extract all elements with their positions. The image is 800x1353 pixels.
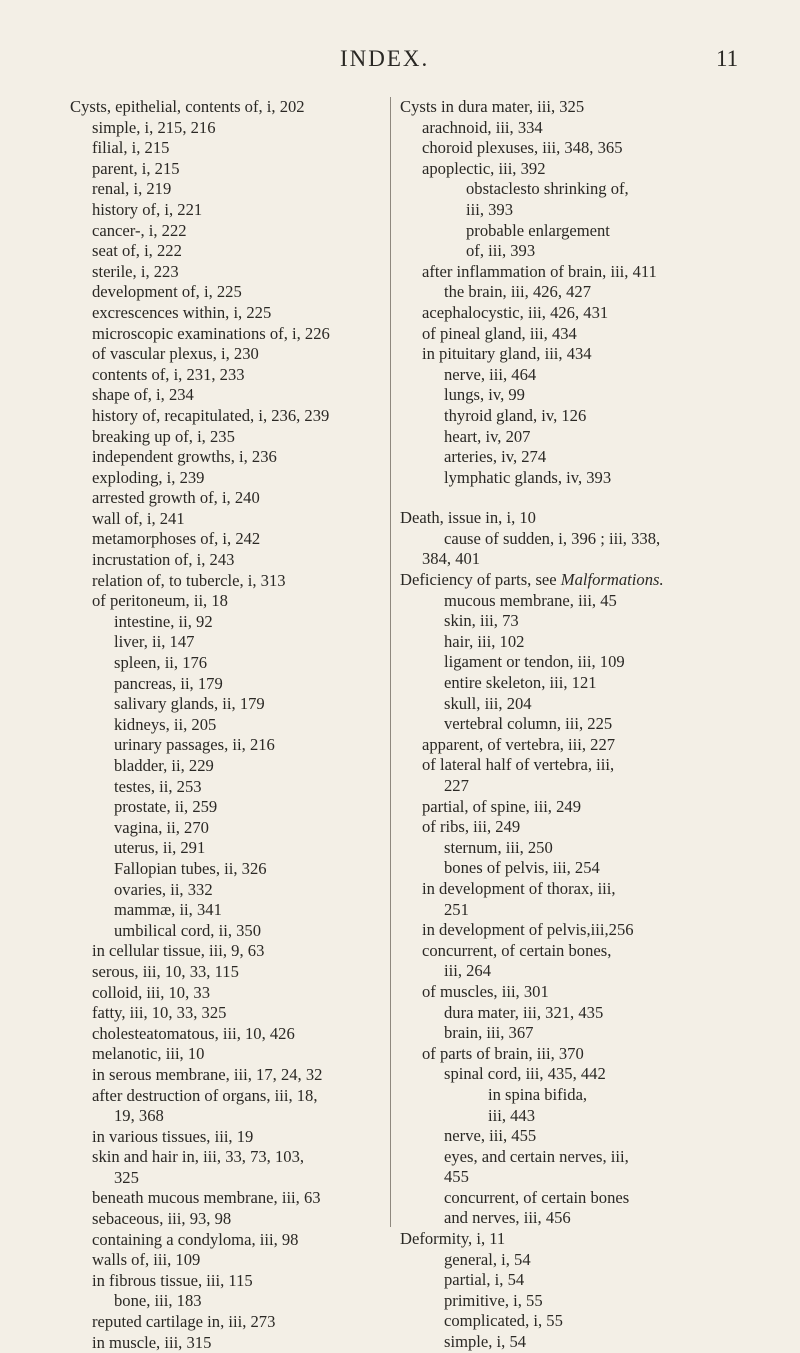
page-number: 11 [716,46,739,71]
index-subentry: beneath mucous membrane, iii, 63 [92,1188,321,1208]
index-subentry: of vascular plexus, i, 230 [92,344,259,364]
index-subentry: relation of, to tubercle, i, 313 [92,570,286,590]
index-subentry: exploding, i, 239 [92,467,205,487]
index-entry-heading: Cysts in dura mater, iii, 325 [400,97,585,116]
page-header [0,46,800,76]
index-subentry: kidneys, ii, 205 [114,714,217,734]
index-subentry: cancer-, i, 222 [92,220,187,240]
index-subentry: arrested growth of, i, 240 [92,488,260,508]
index-subentry: skull, iii, 204 [444,693,532,713]
index-subentry: spleen, ii, 176 [114,653,208,673]
index-subentry: iii, 443 [488,1105,536,1125]
index-subentry: of parts of brain, iii, 370 [422,1043,584,1063]
index-subentry: 19, 368 [114,1106,164,1126]
index-subentry: in pituitary gland, iii, 434 [422,344,592,364]
index-subentry: thyroid gland, iv, 126 [444,405,587,425]
index-subentry: ovaries, ii, 332 [114,879,213,899]
index-subentry: in serous membrane, iii, 17, 24, 32 [92,1064,323,1084]
index-subentry: sternum, iii, 250 [444,837,553,857]
index-subentry: brain, iii, 367 [444,1023,534,1043]
index-subentry: colloid, iii, 10, 33 [92,982,210,1002]
index-subentry: simple, i, 215, 216 [92,117,216,137]
index-subentry: lungs, iv, 99 [444,385,525,405]
index-entry-heading: Death, issue in, i, 10 [400,508,536,528]
right-index-column [400,97,730,1353]
index-subentry: concurrent, of certain bones, [422,940,612,960]
index-subentry: incrustation of, i, 243 [92,550,235,570]
index-subentry: 325 [114,1167,139,1187]
entry-spacer [400,488,730,508]
index-subentry: 227 [444,776,469,795]
index-subentry: microscopic examinations of, i, 226 [92,323,330,343]
index-subentry: after destruction of organs, iii, 18, [92,1085,318,1105]
index-subentry: 251 [444,899,469,919]
index-subentry: renal, i, 219 [92,179,172,199]
index-subentry: iii, 264 [444,961,492,981]
index-subentry: simple, i, 54 [444,1332,527,1352]
index-subentry: heart, iv, 207 [444,426,531,446]
index-subentry: shape of, i, 234 [92,385,194,405]
index-subentry: vertebral column, iii, 225 [444,714,613,734]
index-subentry: apoplectic, iii, 392 [422,158,546,178]
index-subentry: skin, iii, 73 [444,611,519,631]
index-subentry: filial, i, 215 [92,138,170,158]
index-subentry: excrescences within, i, 225 [92,302,272,322]
index-subentry: pancreas, ii, 179 [114,673,223,693]
column-divider [390,97,391,1227]
index-subentry: urinary passages, ii, 216 [114,735,275,755]
index-subentry: wall of, i, 241 [92,508,185,528]
index-subentry: development of, i, 225 [92,282,242,302]
index-subentry: uterus, ii, 291 [114,838,206,858]
index-subentry: apparent, of vertebra, iii, 227 [422,734,616,754]
index-subentry: obstaclesto shrinking of, [466,179,629,199]
index-subentry: dura mater, iii, 321, 435 [444,1002,604,1022]
index-subentry: ligament or tendon, iii, 109 [444,652,625,672]
index-subentry: bladder, ii, 229 [114,756,214,775]
index-subentry: entire skeleton, iii, 121 [444,673,597,693]
index-entry-heading: Cysts, epithelial, contents of, i, 202 [70,97,305,116]
index-subentry: concurrent, of certain bones [444,1187,630,1207]
index-subentry: fatty, iii, 10, 33, 325 [92,1003,227,1023]
page-title: INDEX. [340,46,430,71]
index-subentry: reputed cartilage in, iii, 273 [92,1312,276,1332]
index-subentry: and nerves, iii, 456 [444,1208,571,1228]
index-subentry: salivary glands, ii, 179 [114,694,265,714]
index-subentry: mammæ, ii, 341 [114,900,222,920]
index-subentry: in development of pelvis,iii,256 [422,920,634,940]
index-subentry: probable enlargement [466,220,610,240]
index-subentry: of muscles, iii, 301 [422,981,549,1001]
index-subentry: bone, iii, 183 [114,1291,202,1311]
index-subentry: melanotic, iii, 10 [92,1044,205,1064]
index-subentry: in development of thorax, iii, [422,878,616,898]
index-subentry: vagina, ii, 270 [114,817,209,837]
index-subentry: cholesteatomatous, iii, 10, 426 [92,1023,295,1043]
index-subentry: choroid plexuses, iii, 348, 365 [422,138,623,158]
index-subentry: arachnoid, iii, 334 [422,117,543,137]
index-subentry: testes, ii, 253 [114,776,202,796]
index-subentry: metamorphoses of, i, 242 [92,529,261,549]
cross-reference: Malformations. [560,570,664,590]
index-subentry: in spina bifida, [488,1084,588,1104]
index-subentry: of ribs, iii, 249 [422,817,521,837]
index-subentry: hair, iii, 102 [444,631,525,651]
index-subentry: partial, of spine, iii, 249 [422,796,581,816]
index-subentry: in cellular tissue, iii, 9, 63 [92,941,265,961]
index-subentry: of pineal gland, iii, 434 [422,323,577,343]
index-subentry: contents of, i, 231, 233 [92,364,245,384]
index-subentry: parent, i, 215 [92,158,180,178]
index-entry-heading: Deficiency of parts, see Malformations. [400,570,664,590]
index-subentry: umbilical cord, ii, 350 [114,920,262,940]
index-subentry: prostate, ii, 259 [114,797,218,817]
index-subentry: sterile, i, 223 [92,261,179,281]
index-subentry: iii, 393 [466,199,514,219]
index-subentry: nerve, iii, 455 [444,1126,537,1146]
index-subentry: breaking up of, i, 235 [92,426,235,446]
index-subentry: walls of, iii, 109 [92,1250,201,1270]
index-subentry: the brain, iii, 426, 427 [444,282,592,302]
index-subentry: intestine, ii, 92 [114,611,213,631]
index-subentry: arteries, iv, 274 [444,447,547,467]
index-subentry: eyes, and certain nerves, iii, [444,1146,629,1166]
index-subentry: lymphatic glands, iv, 393 [444,467,612,487]
index-subentry: Fallopian tubes, ii, 326 [114,858,267,878]
index-subentry: of, iii, 393 [466,241,536,261]
index-subentry: 455 [444,1167,469,1187]
index-subentry: seat of, i, 222 [92,241,182,261]
index-subentry: in muscle, iii, 315 [92,1332,212,1352]
index-subentry: mucous membrane, iii, 45 [444,590,617,610]
index-subentry: containing a condyloma, iii, 98 [92,1229,299,1249]
index-subentry: sebaceous, iii, 93, 98 [92,1209,232,1229]
index-subentry: of lateral half of vertebra, iii, [422,755,615,775]
index-subentry: general, i, 54 [444,1249,531,1269]
index-subentry: 384, 401 [422,549,481,569]
index-subentry: liver, ii, 147 [114,632,195,652]
index-subentry: independent growths, i, 236 [92,447,277,467]
index-subentry: history of, recapitulated, i, 236, 239 [92,405,330,425]
index-subentry: primitive, i, 55 [444,1290,543,1310]
index-subentry: partial, i, 54 [444,1270,525,1290]
index-subentry: spinal cord, iii, 435, 442 [444,1064,606,1084]
index-subentry: in various tissues, iii, 19 [92,1126,254,1146]
left-index-column [70,97,390,1353]
index-subentry: after inflammation of brain, iii, 411 [422,261,657,281]
index-subentry: history of, i, 221 [92,199,203,219]
index-subentry: of peritoneum, ii, 18 [92,591,228,611]
index-subentry: serous, iii, 10, 33, 115 [92,961,239,981]
index-subentry: bones of pelvis, iii, 254 [444,858,600,878]
index-subentry: acephalocystic, iii, 426, 431 [422,302,609,322]
index-subentry: complicated, i, 55 [444,1311,563,1331]
index-subentry: skin and hair in, iii, 33, 73, 103, [92,1147,305,1167]
index-subentry: cause of sudden, i, 396 ; iii, 338, [444,528,661,548]
index-subentry: nerve, iii, 464 [444,364,537,384]
index-subentry: in fibrous tissue, iii, 115 [92,1270,253,1290]
index-entry-heading: Deformity, i, 11 [400,1229,506,1249]
